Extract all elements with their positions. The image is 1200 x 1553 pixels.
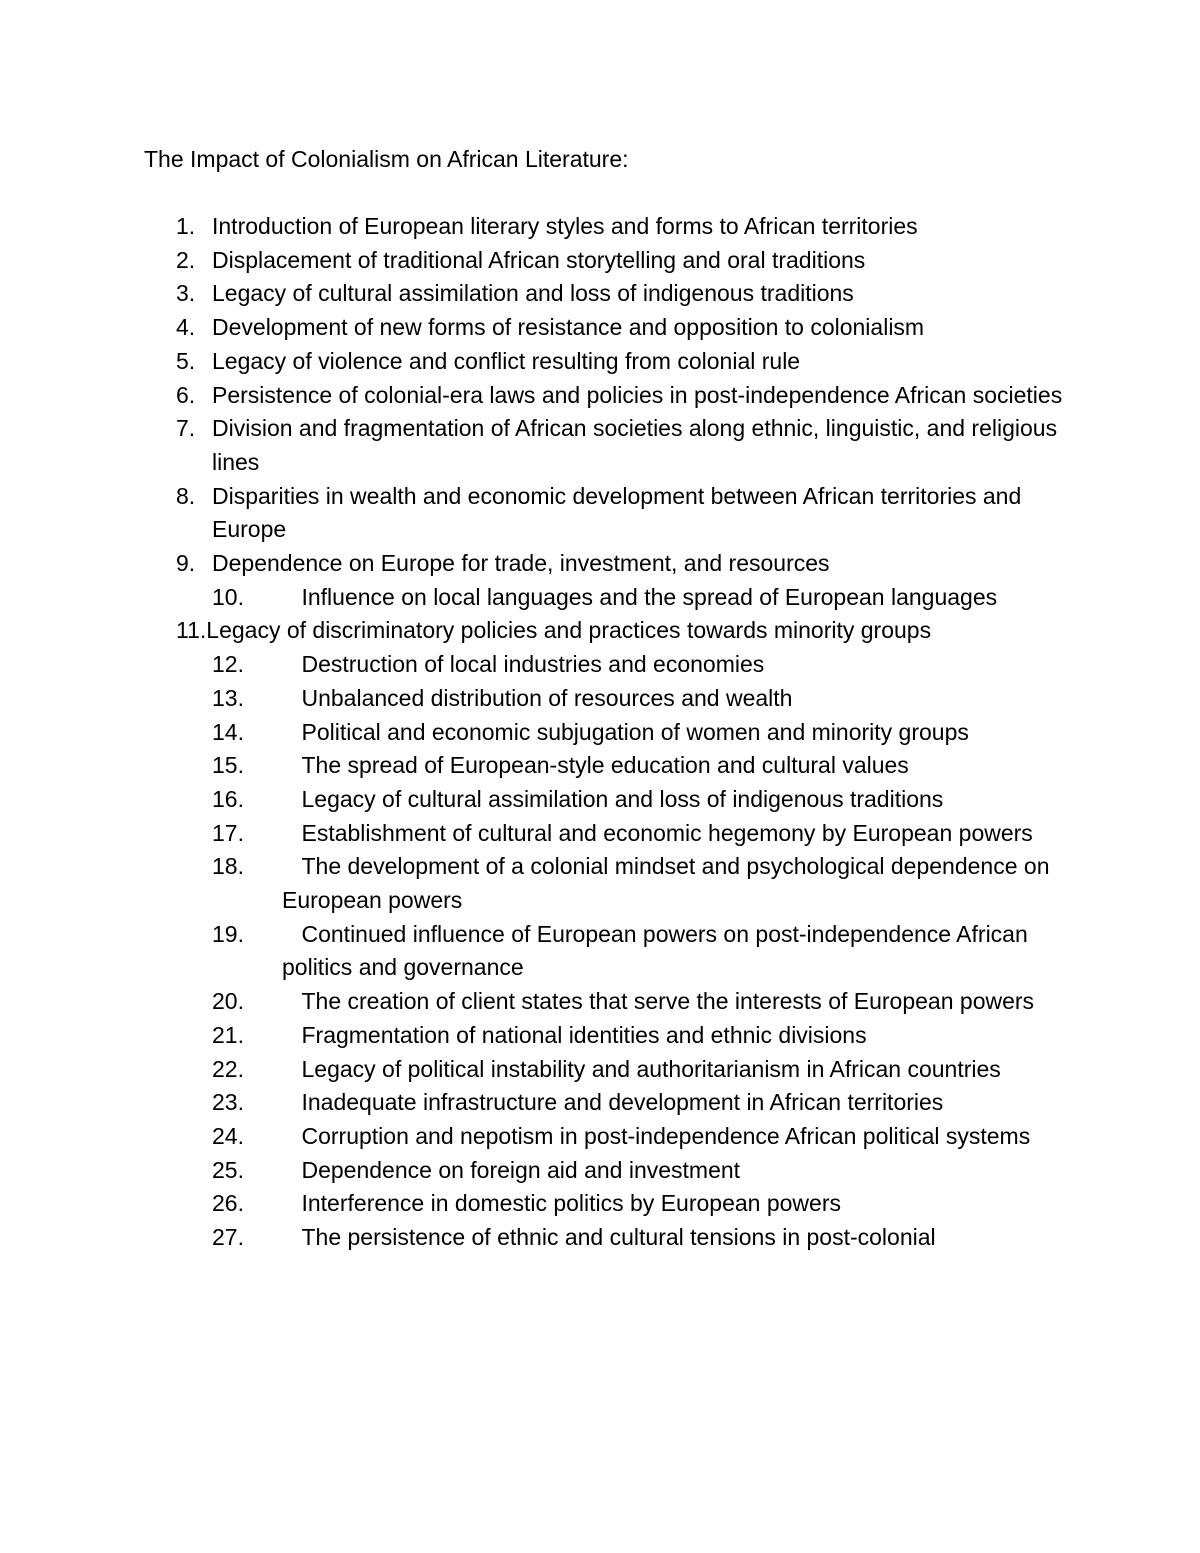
list-item-number: 23. [212, 1089, 244, 1116]
list-item [176, 244, 1076, 278]
list-item-text: Establishment of cultural and economic hegemony by European powers [301, 819, 1033, 846]
list-item [176, 1154, 1076, 1188]
list-item-number: 10. [212, 583, 244, 610]
list-item-text: Legacy of political instability and authoritarianism in African countries [301, 1055, 1001, 1082]
list-item-number: 2. [176, 246, 196, 273]
list-item-text: Interference in domestic politics by European powers [301, 1190, 841, 1217]
list-item-number: 7. [176, 415, 196, 442]
list-item [176, 850, 1076, 917]
list-item [176, 648, 1076, 682]
list-item [176, 985, 1076, 1019]
list-item-text: Political and economic subjugation of women and minority groups [301, 718, 969, 745]
list-item [176, 614, 1076, 648]
list-item [176, 1120, 1076, 1154]
list-item-text: Dependence on foreign aid and investment [301, 1156, 741, 1183]
list-item-number: 14. [212, 718, 244, 745]
list-item-number: 9. [176, 550, 196, 577]
list-item-text: Corruption and nepotism in post-independence African political systems [301, 1122, 1031, 1149]
list-item [176, 277, 1076, 311]
list-item [176, 1086, 1076, 1120]
list-item-text: Fragmentation of national identities and ethnic divisions [301, 1021, 867, 1048]
list-item-number: 3. [176, 280, 196, 307]
list-item-number: 18. [212, 853, 244, 880]
list-item [176, 210, 1076, 244]
list-item-text: The spread of European-style education and cultural values [301, 752, 909, 779]
list-item [176, 1019, 1076, 1053]
numbered-list [176, 210, 1076, 1255]
list-item-text: Legacy of discriminatory policies and practices towards minority groups [206, 617, 932, 644]
list-item [176, 817, 1076, 851]
list-item-text: Legacy of cultural assimilation and loss of indigenous traditions [212, 280, 854, 307]
list-item-number: 11. [176, 617, 207, 644]
list-item-number: 20. [212, 988, 244, 1015]
list-item-text: Persistence of colonial-era laws and policies in post-independence African societies [212, 381, 1063, 408]
list-item-number: 25. [212, 1156, 244, 1183]
list-item-text: Displacement of traditional African storytelling and oral traditions [212, 246, 866, 273]
list-item [176, 783, 1076, 817]
list-item [176, 311, 1076, 345]
list-item-text: Disparities in wealth and economic development between African territories and Europe [212, 482, 1022, 543]
list-item-text: Inadequate infrastructure and development in African territories [301, 1089, 944, 1116]
list-item [176, 412, 1076, 479]
list-item-text: The persistence of ethnic and cultural tensions in post-colonial [301, 1224, 936, 1251]
list-item [176, 379, 1076, 413]
list-item-text: Continued influence of European powers on post-independence African politics and governance [282, 920, 1028, 981]
list-item [176, 1187, 1076, 1221]
list-item-text: Dependence on Europe for trade, investment, and resources [212, 550, 830, 577]
list-item-text: Introduction of European literary styles and forms to African territories [212, 213, 918, 239]
list-item [176, 918, 1076, 985]
list-item-number: 16. [212, 785, 244, 812]
list-item-text: The development of a colonial mindset and psychological dependence on European powers [282, 853, 1050, 914]
list-item-number: 27. [212, 1224, 244, 1251]
list-item-number: 24. [212, 1122, 244, 1149]
list-item [176, 581, 1076, 615]
list-item-number: 13. [212, 684, 244, 711]
list-item [176, 1221, 1076, 1255]
list-item-text: Division and fragmentation of African societies along ethnic, linguistic, and religious lines [212, 415, 1058, 475]
list-item-number: 6. [176, 381, 196, 408]
list-item [176, 480, 1076, 547]
list-item-text: Destruction of local industries and economies [301, 651, 765, 678]
list-item-number: 26. [212, 1190, 244, 1217]
list-item-number: 19. [212, 920, 244, 947]
list-item [176, 1053, 1076, 1087]
list-item [176, 547, 1076, 581]
list-item-text: Development of new forms of resistance and opposition to colonialism [212, 314, 925, 341]
list-item-text: Influence on local languages and the spread of European languages [301, 583, 998, 610]
list-item-number: 4. [176, 314, 196, 341]
list-item [176, 345, 1076, 379]
list-item-number: 8. [176, 482, 196, 509]
list-item-number: 21. [212, 1021, 244, 1048]
document-title: The Impact of Colonialism on African Literature: [144, 146, 629, 172]
list-item [176, 682, 1076, 716]
list-item-text: Legacy of cultural assimilation and loss of indigenous traditions [301, 785, 944, 812]
list-item-number: 17. [212, 819, 244, 846]
list-item-text: Unbalanced distribution of resources and wealth [301, 684, 793, 711]
list-item [176, 749, 1076, 783]
list-item-number: 12. [212, 651, 244, 678]
list-item-number: 15. [212, 752, 244, 779]
list-item-text: The creation of client states that serve the interests of European powers [301, 988, 1035, 1015]
list-item [176, 716, 1076, 750]
list-item-number: 1. [176, 213, 196, 239]
list-item-number: 5. [176, 347, 196, 374]
list-item-number: 22. [212, 1055, 244, 1082]
list-item-text: Legacy of violence and conflict resulting from colonial rule [212, 347, 801, 374]
